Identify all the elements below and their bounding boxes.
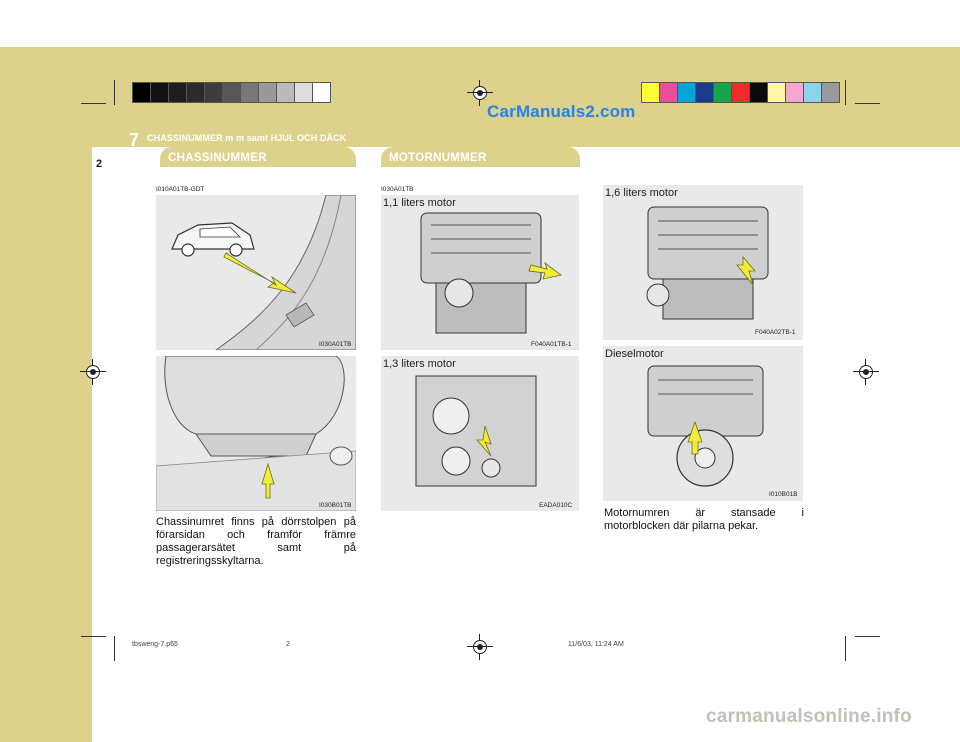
calibration-swatch (660, 83, 678, 102)
figure-engine-1-3 (381, 356, 579, 511)
figure-caption: I030B01TB (319, 502, 352, 509)
calibration-swatch (786, 83, 804, 102)
registration-mark-icon (80, 359, 106, 385)
calibration-swatch (714, 83, 732, 102)
figure-passenger-seat (156, 356, 356, 511)
calibration-swatch (804, 83, 822, 102)
calibration-swatch (295, 83, 313, 102)
calibration-swatch (241, 83, 259, 102)
calibration-swatch (750, 83, 768, 102)
engine-label: 1,3 liters motor (383, 358, 456, 370)
figure-engine-1-1 (381, 195, 579, 350)
calibration-swatch (732, 83, 750, 102)
chassis-number-description: Chassinumret finns på dörrstolpen på förarsidan och framför främre passagerarsätet samt på registreringsskyltarna. (156, 516, 356, 567)
crop-mark (855, 103, 880, 104)
section-heading-chassinummer: CHASSINUMMER (160, 147, 356, 167)
calibration-swatch (277, 83, 295, 102)
crop-mark (845, 80, 846, 105)
figure-caption: EADA010C (539, 502, 573, 509)
registration-mark-icon (853, 359, 879, 385)
crop-mark (845, 636, 846, 661)
calibration-swatch (642, 83, 660, 102)
calibration-swatch (187, 83, 205, 102)
calibration-swatch (151, 83, 169, 102)
figure-caption: F040A01TB-1 (531, 341, 572, 348)
registration-mark-icon (467, 634, 493, 660)
crop-mark (114, 636, 115, 661)
footer-timestamp: 11/6/03, 11:24 AM (568, 641, 624, 648)
calibration-swatch (678, 83, 696, 102)
reference-code: I030A01TB (381, 186, 414, 193)
calibration-swatch (223, 83, 241, 102)
footer-page-number: 2 (286, 641, 290, 648)
figure-caption: F040A02TB-1 (755, 329, 796, 336)
figure-caption: I030A01TB (319, 341, 352, 348)
figure-engine-1-6 (603, 185, 803, 340)
crop-mark (855, 636, 880, 637)
footer-file-name: tbsweng-7.p65 (132, 641, 178, 648)
calibration-swatch (259, 83, 277, 102)
watermark-top[interactable]: CarManuals2.com (487, 102, 636, 121)
calibration-swatch (133, 83, 151, 102)
engine-label: Dieselmotor (605, 348, 664, 360)
page-number: 2 (96, 158, 103, 170)
calibration-swatch (169, 83, 187, 102)
figure-caption: I010B01B (769, 491, 798, 498)
reference-code: I010A01TB-GDT (156, 186, 205, 193)
calibration-swatch (768, 83, 786, 102)
engine-label: 1,6 liters motor (605, 187, 678, 199)
engine-label: 1,1 liters motor (383, 197, 456, 209)
calibration-swatch (822, 83, 839, 102)
grayscale-calibration-bar (132, 82, 331, 103)
crop-mark (114, 80, 115, 105)
color-calibration-bar (641, 82, 840, 103)
watermark-bottom[interactable]: carmanualsonline.info (706, 706, 912, 727)
crop-mark (81, 636, 106, 637)
chapter-title: CHASSINUMMER m m samt HJUL OCH DÄCK (147, 133, 347, 143)
crop-mark (81, 103, 106, 104)
chapter-number: 7 (129, 130, 140, 150)
section-heading-motornummer: MOTORNUMMER (381, 147, 580, 167)
engine-number-description: Motornumren är stansade i motorblocken där pilarna pekar. (604, 507, 804, 532)
figure-engine-diesel (603, 346, 803, 501)
calibration-swatch (696, 83, 714, 102)
figure-door-pillar (156, 195, 356, 350)
calibration-swatch (313, 83, 330, 102)
calibration-swatch (205, 83, 223, 102)
